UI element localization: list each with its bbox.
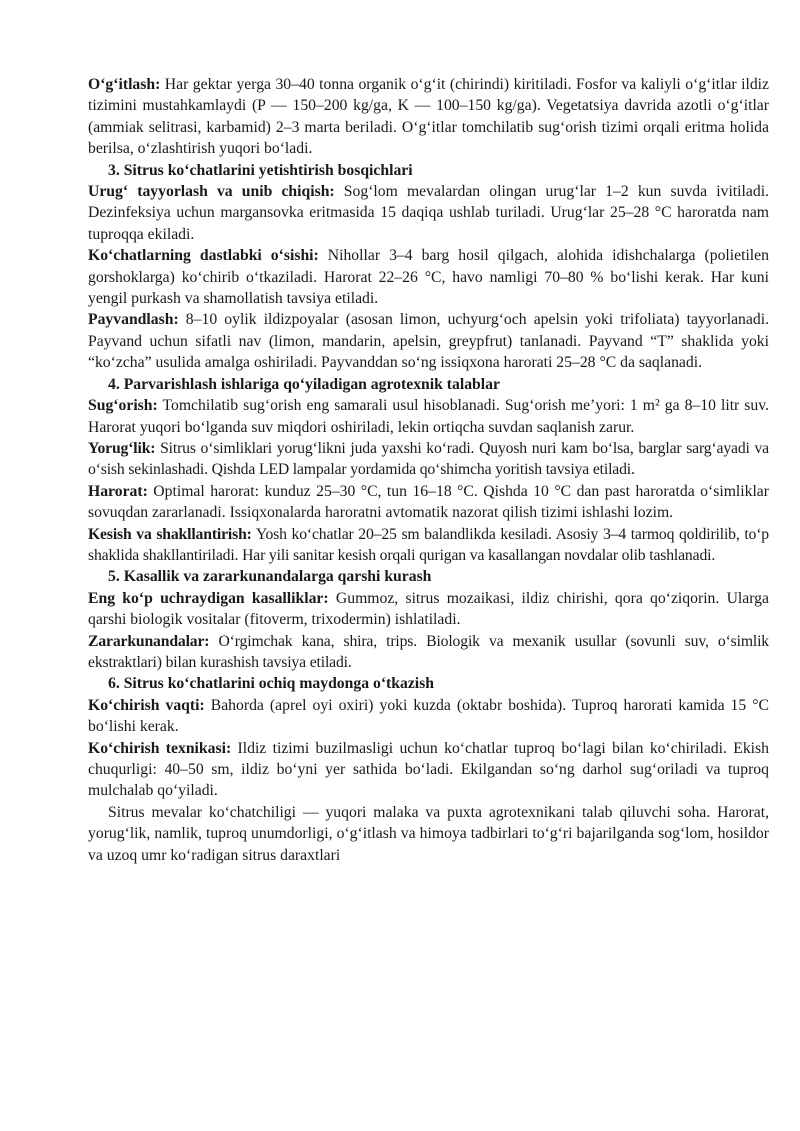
paragraph-label: Kesish va shakllantirish: — [88, 525, 252, 543]
body-paragraph — [88, 588, 769, 631]
body-paragraph — [88, 438, 769, 481]
paragraph-text: O‘rgimchak kana, shira, trips. Biologik va mexanik usullar (sovunli suv, o‘simlik ekstraktlari) bilan kurashish tavsiya etiladi. — [88, 632, 769, 671]
paragraph-label: Ko‘chirish texnikasi: — [88, 739, 232, 757]
paragraph-label: Zararkunandalar: — [88, 632, 210, 650]
document-body — [88, 74, 769, 866]
paragraph-text: Sog‘lom mevalardan olingan urug‘lar 1–2 kun suvda ivitiladi. Dezinfeksiya uchun margansovka eritmasida 15 daqiqa ushlab turiladi. Urug‘lar 25–28 °C haroratda nam tuproqqa ekiladi. — [88, 183, 769, 243]
body-paragraph — [88, 524, 769, 567]
paragraph-text: Gummoz, sitrus mozaikasi, ildiz chirishi, qora qo‘ziqorin. Ularga qarshi biologik vositalar (fitoverm, trixodermin) ishlatiladi. — [88, 589, 769, 629]
paragraph-text: 8–10 oylik ildizpoyalar (asosan limon, uchyurg‘och apelsin yoki trifoliata) tayyorlanadi. Payvand uchun sifatli nav (limon, mandarin, apelsin, greypfrut) tanlanadi. Payvand “T” shaklida yoki “ko‘zcha” usulida amalga oshiriladi. Payvanddan so‘ng issiqxona harorati 25–28 °C da saqlanadi. — [88, 311, 769, 372]
section-heading: 4. Parvarishlash ishlariga qo‘yiladigan agrotexnik talablar — [108, 375, 500, 393]
body-paragraph — [88, 309, 769, 373]
body-paragraph — [88, 738, 769, 802]
paragraph-label: Urug‘ tayyorlash va unib chiqish: — [88, 183, 335, 201]
body-paragraph — [88, 695, 769, 738]
body-paragraph — [88, 631, 769, 674]
paragraph-text: Optimal harorat: kunduz 25–30 °C, tun 16–18 °C. Qishda 10 °C dan past haroratda o‘simliklar sovuqdan zararlanadi. Issiqxonalarda haroratni avtomatik nazorat qilish tizimi ishlashi lozim. — [88, 482, 769, 522]
paragraph-label: Eng ko‘p uchraydigan kasalliklar: — [88, 589, 329, 607]
paragraph-text: Sitrus o‘simliklari yorug‘likni juda yaxshi ko‘radi. Quyosh nuri kam bo‘lsa, barglar sarg‘ayadi va o‘sish sekinlashadi. Qishda LED lampalar yordamida qo‘shimcha yoritish tavsiya etiladi. — [88, 439, 769, 479]
paragraph-text: Ildiz tizimi buzilmasligi uchun ko‘chatlar tuproq bo‘lagi bilan ko‘chiriladi. Ekish chuqurligi: 40–50 sm, ildiz bo‘yni yer sathida bo‘ladi. Ekilgandan so‘ng darhol sug‘oriladi va tuproq mulchalab qo‘yiladi. — [88, 739, 769, 800]
body-paragraph — [88, 181, 769, 245]
paragraph-text: Yosh ko‘chatlar 20–25 sm balandlikda kesiladi. Asosiy 3–4 tarmoq qoldirilib, to‘p shaklida shakllantiriladi. Har yili sanitar kesish orqali qurigan va kasallangan novdalar olib tashlanadi. — [88, 525, 769, 564]
paragraph-label: Payvandlash: — [88, 311, 179, 329]
section-heading: 3. Sitrus ko‘chatlarini yetishtirish bosqichlari — [108, 161, 413, 179]
paragraph-label: Harorat: — [88, 482, 148, 500]
paragraph-label: Yorug‘lik: — [88, 439, 156, 457]
paragraph-label: Ko‘chirish vaqti: — [88, 696, 205, 714]
body-paragraph — [88, 395, 769, 438]
paragraph-text: Tomchilatib sug‘orish eng samarali usul hisoblanadi. Sug‘orish me’yori: 1 m² ga 8–10 litr suv. Harorat yuqori bo‘lganda suv miqdori oshiriladi, lekin ortiqcha suvdan saqlanish zarur. — [88, 397, 769, 436]
section-heading: 5. Kasallik va zararkunandalarga qarshi kurash — [108, 568, 432, 586]
paragraph-text: Har gektar yerga 30–40 tonna organik o‘g‘it (chirindi) kiritiladi. Fosfor va kaliyli o‘g‘itlar ildiz tizimini mustahkamlaydi (P — 150–200 kg/ga, K — 100–150 kg/ga). Vegetatsiya davrida azotli o‘g‘itlar (ammiak selitrasi, karbamid) 2–3 marta beriladi. O‘g‘itlar tomchilatib sug‘orish tizimi orqali eritma holida berilsa, o‘zlashtirish yuqori bo‘ladi. — [88, 76, 769, 158]
paragraph-label: O‘g‘itlash: — [88, 76, 161, 93]
paragraph-text: Bahorda (aprel oyi oxiri) yoki kuzda (oktabr boshida). Tuproq harorati kamida 15 °C bo‘lishi kerak. — [88, 696, 770, 736]
body-paragraph — [88, 74, 769, 160]
body-paragraph — [88, 481, 769, 524]
body-paragraph — [88, 245, 769, 309]
conclusion-paragraph: Sitrus mevalar ko‘chatchiligi — yuqori malaka va puxta agrotexnikani talab qiluvchi soha. Harorat, yorug‘lik, namlik, tuproq unumdorligi, o‘g‘itlash va himoya tadbirlari to‘g‘ri bajarilganda sog‘lom, hosildor va uzoq umr ko‘radigan sitrus daraxtlari — [88, 803, 769, 864]
paragraph-text: Nihollar 3–4 barg hosil qilgach, alohida idishchalarga (polietilen gorshoklarga) ko‘chirib o‘tkaziladi. Harorat 22–26 °C, havo namligi 70–80 % bo‘lishi kerak. Har kuni yengil purkash va shamollatish tavsiya etiladi. — [88, 247, 769, 308]
paragraph-label: Ko‘chatlarning dastlabki o‘sishi: — [88, 247, 319, 265]
paragraph-label: Sug‘orish: — [88, 397, 158, 415]
section-heading: 6. Sitrus ko‘chatlarini ochiq maydonga o‘tkazish — [108, 675, 434, 693]
